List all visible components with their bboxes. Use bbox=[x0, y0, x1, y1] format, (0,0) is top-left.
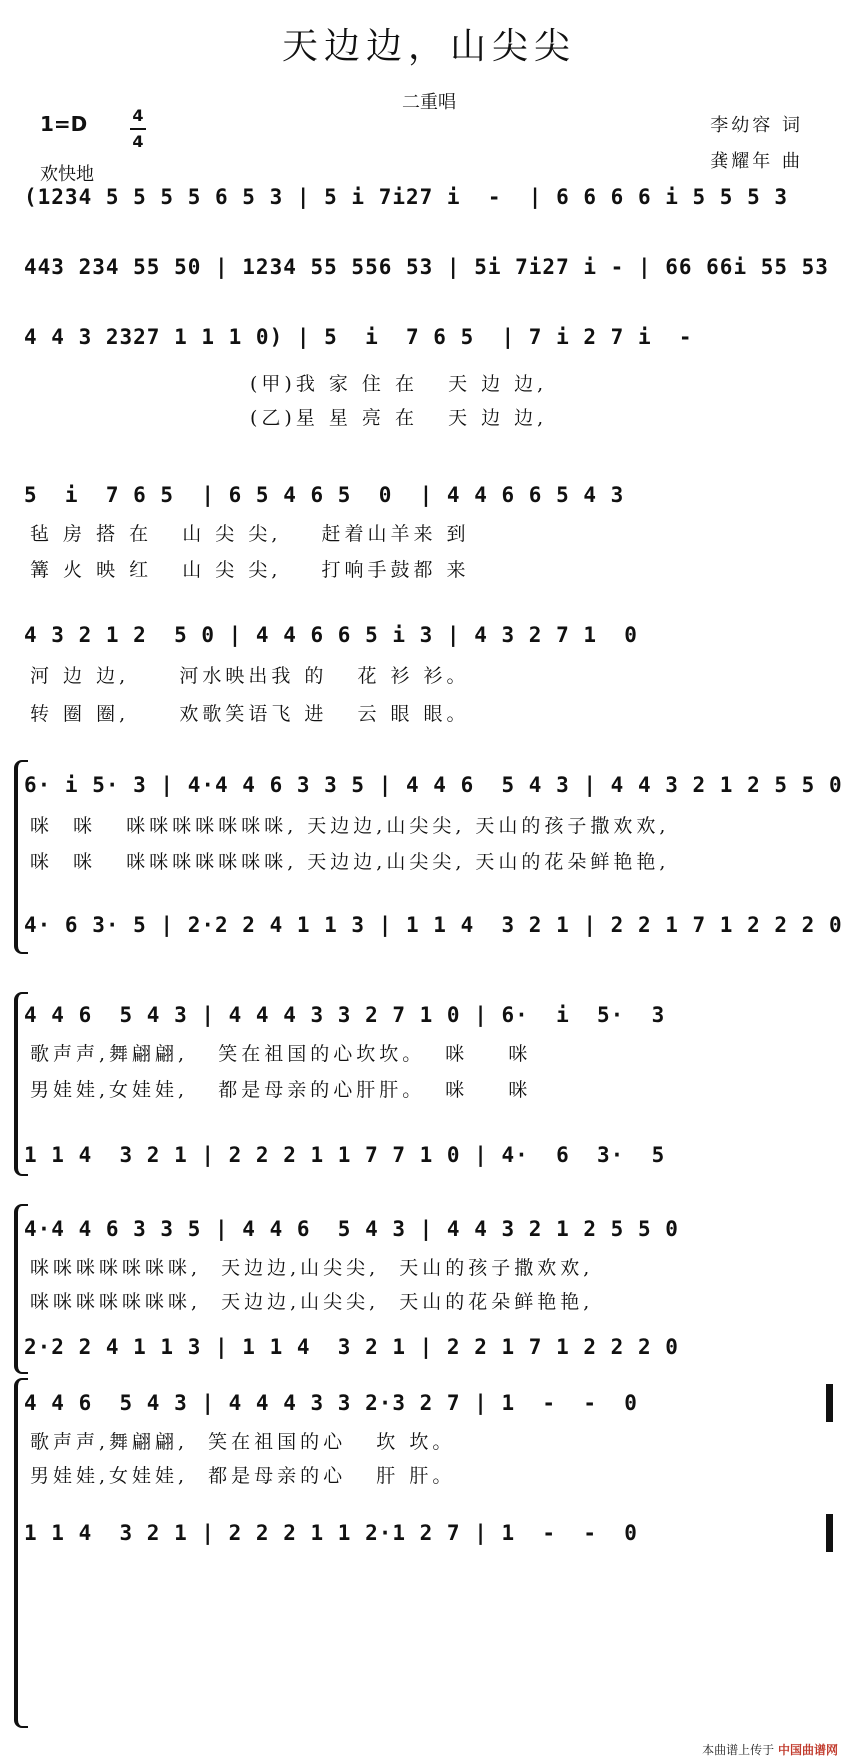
score-line: 4 4 3 2327 1 1 1 0) | 5 i 7 6 5 | 7 i 2 7 i - bbox=[24, 325, 693, 349]
system-brace bbox=[14, 1378, 28, 1728]
score-line: 4·4 4 6 3 3 5 | 4 4 6 5 4 3 | 4 4 3 2 1 2 5 5 0 bbox=[24, 1217, 679, 1241]
footer-prefix: 本曲谱上传于 bbox=[702, 1743, 775, 1757]
page-title: 天边边，山尖尖 bbox=[281, 26, 576, 67]
lyric-line: 咪咪咪咪咪咪咪, 天边边,山尖尖, 天山的孩子撒欢欢, bbox=[30, 1257, 594, 1279]
lyric-line: 河 边 边, 河水映出我 的 花 衫 衫。 bbox=[30, 665, 470, 687]
time-sig-bar bbox=[130, 128, 146, 130]
score-line: 4 4 6 5 4 3 | 4 4 4 3 3 2·3 2 7 | 1 - - 0 bbox=[24, 1391, 638, 1415]
time-signature bbox=[130, 104, 146, 154]
footer-credit bbox=[702, 1741, 838, 1758]
site-logo: 中国曲谱网 bbox=[777, 1743, 838, 1757]
lyric-line: 男娃娃,女娃娃, 都是母亲的心 肝 肝。 bbox=[30, 1465, 456, 1487]
tempo-marking: 欢快地 bbox=[40, 164, 94, 185]
lyric-line: 咪咪咪咪咪咪咪, 天边边,山尖尖, 天山的花朵鲜艳艳, bbox=[30, 1291, 594, 1313]
lyric-line: 歌声声,舞翩翩, 笑在祖国的心坎坎。 咪 咪 bbox=[30, 1043, 532, 1065]
lyricist: 李幼容 词 bbox=[710, 115, 803, 136]
score-line: 4 4 6 5 4 3 | 4 4 4 3 3 2 7 1 0 | 6· i 5· 3 bbox=[24, 1003, 666, 1027]
time-sig-bottom: 4 bbox=[132, 132, 144, 151]
score-line: 2·2 2 4 1 1 3 | 1 1 4 3 2 1 | 2 2 1 7 1 2 2 2 0 bbox=[24, 1335, 679, 1359]
subtitle: 二重唱 bbox=[402, 92, 456, 113]
score-line: 1 1 4 3 2 1 | 2 2 2 1 1 2·1 2 7 | 1 - - 0 bbox=[24, 1521, 638, 1545]
lyric-line: 歌声声,舞翩翩, 笑在祖国的心 坎 坎。 bbox=[30, 1431, 456, 1453]
score-line: 4 3 2 1 2 5 0 | 4 4 6 6 5 i 3 | 4 3 2 7 1 0 bbox=[24, 623, 638, 647]
score-line: 1 1 4 3 2 1 | 2 2 2 1 1 7 7 1 0 | 4· 6 3· 5 bbox=[24, 1143, 666, 1167]
time-sig-top: 4 bbox=[132, 106, 144, 125]
lyric-line: 转 圈 圈, 欢歌笑语飞 进 云 眼 眼。 bbox=[30, 703, 470, 725]
lyric-line: 咪 咪 咪咪咪咪咪咪咪, 天边边,山尖尖, 天山的花朵鲜艳艳, bbox=[30, 851, 670, 873]
final-barline bbox=[826, 1514, 833, 1552]
lyric-line: 男娃娃,女娃娃, 都是母亲的心肝肝。 咪 咪 bbox=[30, 1079, 532, 1101]
score-line: 5 i 7 6 5 | 6 5 4 6 5 0 | 4 4 6 6 5 4 3 bbox=[24, 483, 625, 507]
composer: 龚耀年 曲 bbox=[710, 151, 803, 172]
lyric-line: 毡 房 搭 在 山 尖 尖, 赶着山羊来 到 bbox=[30, 523, 470, 545]
lyric-line: 咪 咪 咪咪咪咪咪咪咪, 天边边,山尖尖, 天山的孩子撒欢欢, bbox=[30, 815, 670, 837]
score-line: 6· i 5· 3 | 4·4 4 6 3 3 5 | 4 4 6 5 4 3 | 4 4 3 2 1 2 5 5 0 bbox=[24, 773, 843, 797]
lyric-line: (甲)我 家 住 在 天 边 边, bbox=[250, 373, 548, 395]
score-line: (1234 5 5 5 5 6 5 3 | 5 i 7i27 i - | 6 6 6 6 i 5 5 5 3 bbox=[24, 185, 789, 209]
key-signature: 1=D bbox=[40, 112, 88, 136]
credits bbox=[710, 108, 803, 180]
score-line: 4· 6 3· 5 | 2·2 2 4 1 1 3 | 1 1 4 3 2 1 | 2 2 1 7 1 2 2 2 0 bbox=[24, 913, 843, 937]
score-line: 443 234 55 50 | 1234 55 556 53 | 5i 7i27 i - | 66 66i 55 53 bbox=[24, 255, 829, 279]
lyric-line: (乙)星 星 亮 在 天 边 边, bbox=[250, 407, 548, 429]
lyric-line: 篝 火 映 红 山 尖 尖, 打响手鼓都 来 bbox=[30, 559, 470, 581]
final-barline bbox=[826, 1384, 833, 1422]
